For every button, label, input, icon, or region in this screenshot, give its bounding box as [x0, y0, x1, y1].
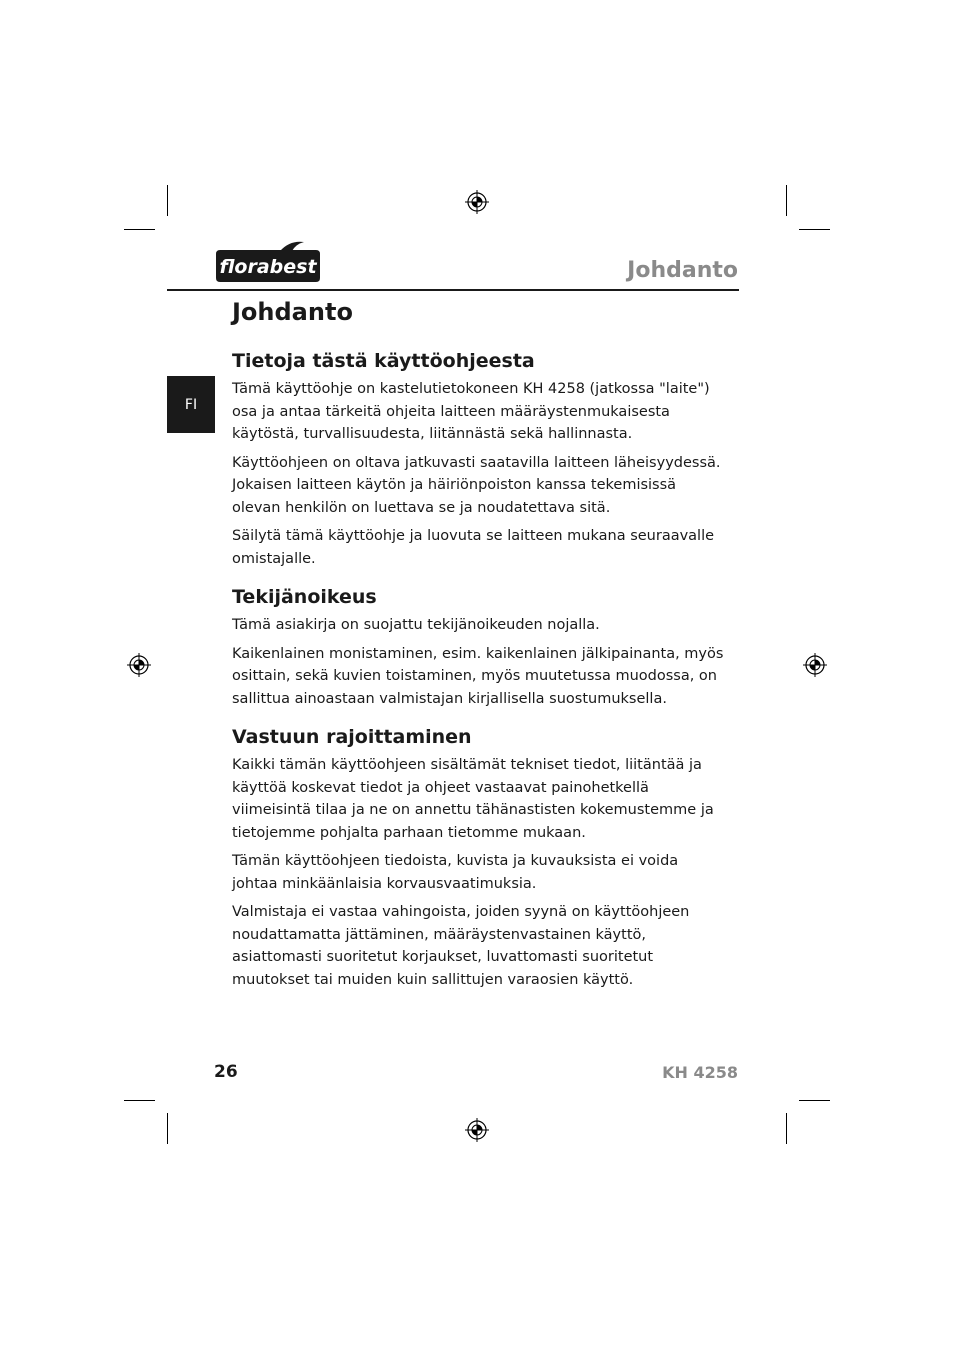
- crop-mark: [124, 229, 155, 230]
- registration-mark-icon: [464, 1117, 490, 1143]
- model-number: KH 4258: [662, 1063, 738, 1082]
- logo-text: florabest: [219, 256, 317, 278]
- crop-mark: [167, 185, 168, 216]
- crop-mark: [124, 1100, 155, 1101]
- paragraph: Valmistaja ei vastaa vahingoista, joiden syynä on käyttöohjeen noudattamatta jättäminen, määräystenvastainen käyttö, asiattomasti suoritetut korjaukset, luvattomasti suoritetut muutokset tai muiden kuin sallittujen varaosien käyttö.: [232, 904, 690, 988]
- section-title: Tekijänoikeus: [232, 586, 377, 608]
- paragraph: Säilytä tämä käyttöohje ja luovuta se laitteen mukana seuraavalle omistajalle.: [232, 528, 715, 567]
- paragraph: Tämä käyttöohje on kastelutietokoneen KH 4258 (jatkossa "laite") osa ja antaa tärkeitä ohjeita laitteen määräystenmukaisesta käytöstä, turvallisuudesta, liitännästä sekä hallinnasta.: [232, 381, 710, 442]
- section-title: Vastuun rajoittaminen: [232, 726, 472, 748]
- registration-mark-icon: [126, 652, 152, 678]
- section-copyright: [232, 584, 727, 710]
- registration-mark-icon: [802, 652, 828, 678]
- main-content: [232, 296, 727, 1005]
- crop-mark: [786, 1113, 787, 1144]
- florabest-logo: [212, 240, 324, 282]
- paragraph: Kaikki tämän käyttöohjeen sisältämät tekniset tiedot, liitäntää ja käyttöä koskevat tiedot ja ohjeet vastaavat painohetkellä viimeisintä tilaa ja ne on annettu tähänastisten kokemustemme ja tietojemme pohjalta parhaan tietomme mukaan.: [232, 757, 714, 841]
- page-heading: Johdanto: [232, 298, 353, 326]
- section-title: Tietoja tästä käyttöohjeesta: [232, 350, 535, 372]
- registration-mark-icon: [464, 189, 490, 215]
- language-tab: FI: [167, 376, 215, 433]
- paragraph: Tämä asiakirja on suojattu tekijänoikeuden nojalla.: [232, 617, 600, 633]
- crop-mark: [799, 1100, 830, 1101]
- crop-mark: [799, 229, 830, 230]
- crop-mark: [167, 1113, 168, 1144]
- header-title: Johdanto: [627, 258, 738, 283]
- crop-mark: [786, 185, 787, 216]
- header-divider: [167, 289, 739, 291]
- paragraph: Tämän käyttöohjeen tiedoista, kuvista ja kuvauksista ei voida johtaa minkäänlaisia korvausvaatimuksia.: [232, 853, 679, 892]
- section-about-manual: [232, 348, 727, 570]
- paragraph: Käyttöohjeen on oltava jatkuvasti saatavilla laitteen läheisyydessä. Jokaisen laitteen käytön ja häiriönpoiston kanssa tekemisissä olevan henkilön on luettava se ja noudatettava sitä.: [232, 454, 721, 516]
- section-liability: [232, 724, 727, 991]
- paragraph: Kaikenlainen monistaminen, esim. kaikenlainen jälkipainanta, myös osittain, sekä kuvien toistaminen, myös muutetussa muodossa, on sallittua ainoastaan valmistajan kirjallisella suostumuksella.: [232, 645, 724, 707]
- page-number: 26: [214, 1062, 238, 1082]
